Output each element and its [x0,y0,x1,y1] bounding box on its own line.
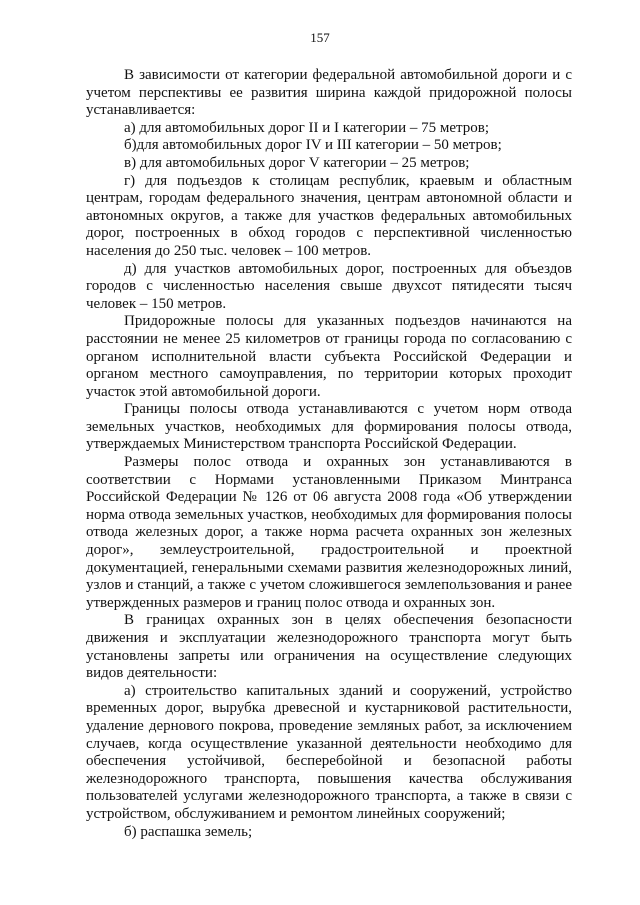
paragraph-protection-zone-restrictions: В границах охранных зон в целях обеспечения безопасности движения и эксплуатации железнодорожного транспорта могут быть установлены запреты или ограничения на осуществление следующих видов деятельности: [86,612,572,682]
list-item-b-category-50m: б)для автомобильных дорог IV и III категории – 50 метров; [124,137,502,154]
list-item-b-land-plowing: б) распашка земель; [124,823,253,840]
list-item-v-category-25m: в) для автомобильных дорог V категории – 25 метров; [124,154,470,171]
list-item-g-approaches-100m: г) для подъездов к столицам республик, краевым и областным центрам, городам федерального значения, центрам автономной области и автономных округов, а также для участков федеральных автомобильных дорог, построенных в обход городов с перспективной численностью населения до 250 тыс. человек – 100 метров. [86,172,572,259]
document-body [86,67,572,841]
list-item-a-category-75m: а) для автомобильных дорог II и I категории – 75 метров; [124,119,490,136]
page-number: 157 [310,30,330,45]
paragraph-right-of-way-boundaries: Границы полосы отвода устанавливаются с учетом норм отвода земельных участков, необходимых для формирования полосы отвода, утверждаемых Министерством транспорта Российской Федерации. [86,401,572,453]
paragraph-roadside-strips: Придорожные полосы для указанных подъездов начинаются на расстоянии не менее 25 километров от границы города по согласованию с органом исполнительной власти субъекта Российской Федерации и органом местного самоуправления, по территории которых проходит участок этой автомобильной дороги. [86,313,572,400]
paragraph-zone-sizes: Размеры полос отвода и охранных зон устанавливаются в соответствии с Нормами установленными Приказом Минтранса Российской Федерации № 126 от 06 августа 2008 года «Об утверждении норма отвода земельных участков, необходимых для формирования полосы отвода железных дорог, а также норма расчета охранных зон железных дорог», землеустроительной, градостроительной и проектной документацией, генеральными схемами развития железнодорожных линий, узлов и станций, а также с учетом сложившегося землепользования и ранее утвержденных размеров и границ полос отвода и охранных зон. [86,454,572,611]
paragraph-road-category-intro: В зависимости от категории федеральной автомобильной дороги и с учетом перспективы ее развития ширина каждой придорожной полосы устанавливается: [86,67,572,119]
list-item-a-construction-restrictions: а) строительство капитальных зданий и сооружений, устройство временных дорог, вырубка древесной и кустарниковой растительности, удаление дернового покрова, проведение земляных работ, за исключением случаев, когда осуществление указанной деятельности необходимо для обеспечения устойчивой, бесперебойной и безопасной работы железнодорожного транспорта, повышения качества обслуживания пользователей услугами железнодорожного транспорта, а также в связи с устройством, обслуживанием и ремонтом линейных сооружений; [86,682,572,822]
list-item-d-bypasses-150m: д) для участков автомобильных дорог, построенных для объездов городов с численностью населения свыше двухсот пятидесяти тысяч человек – 150 метров. [86,260,572,312]
